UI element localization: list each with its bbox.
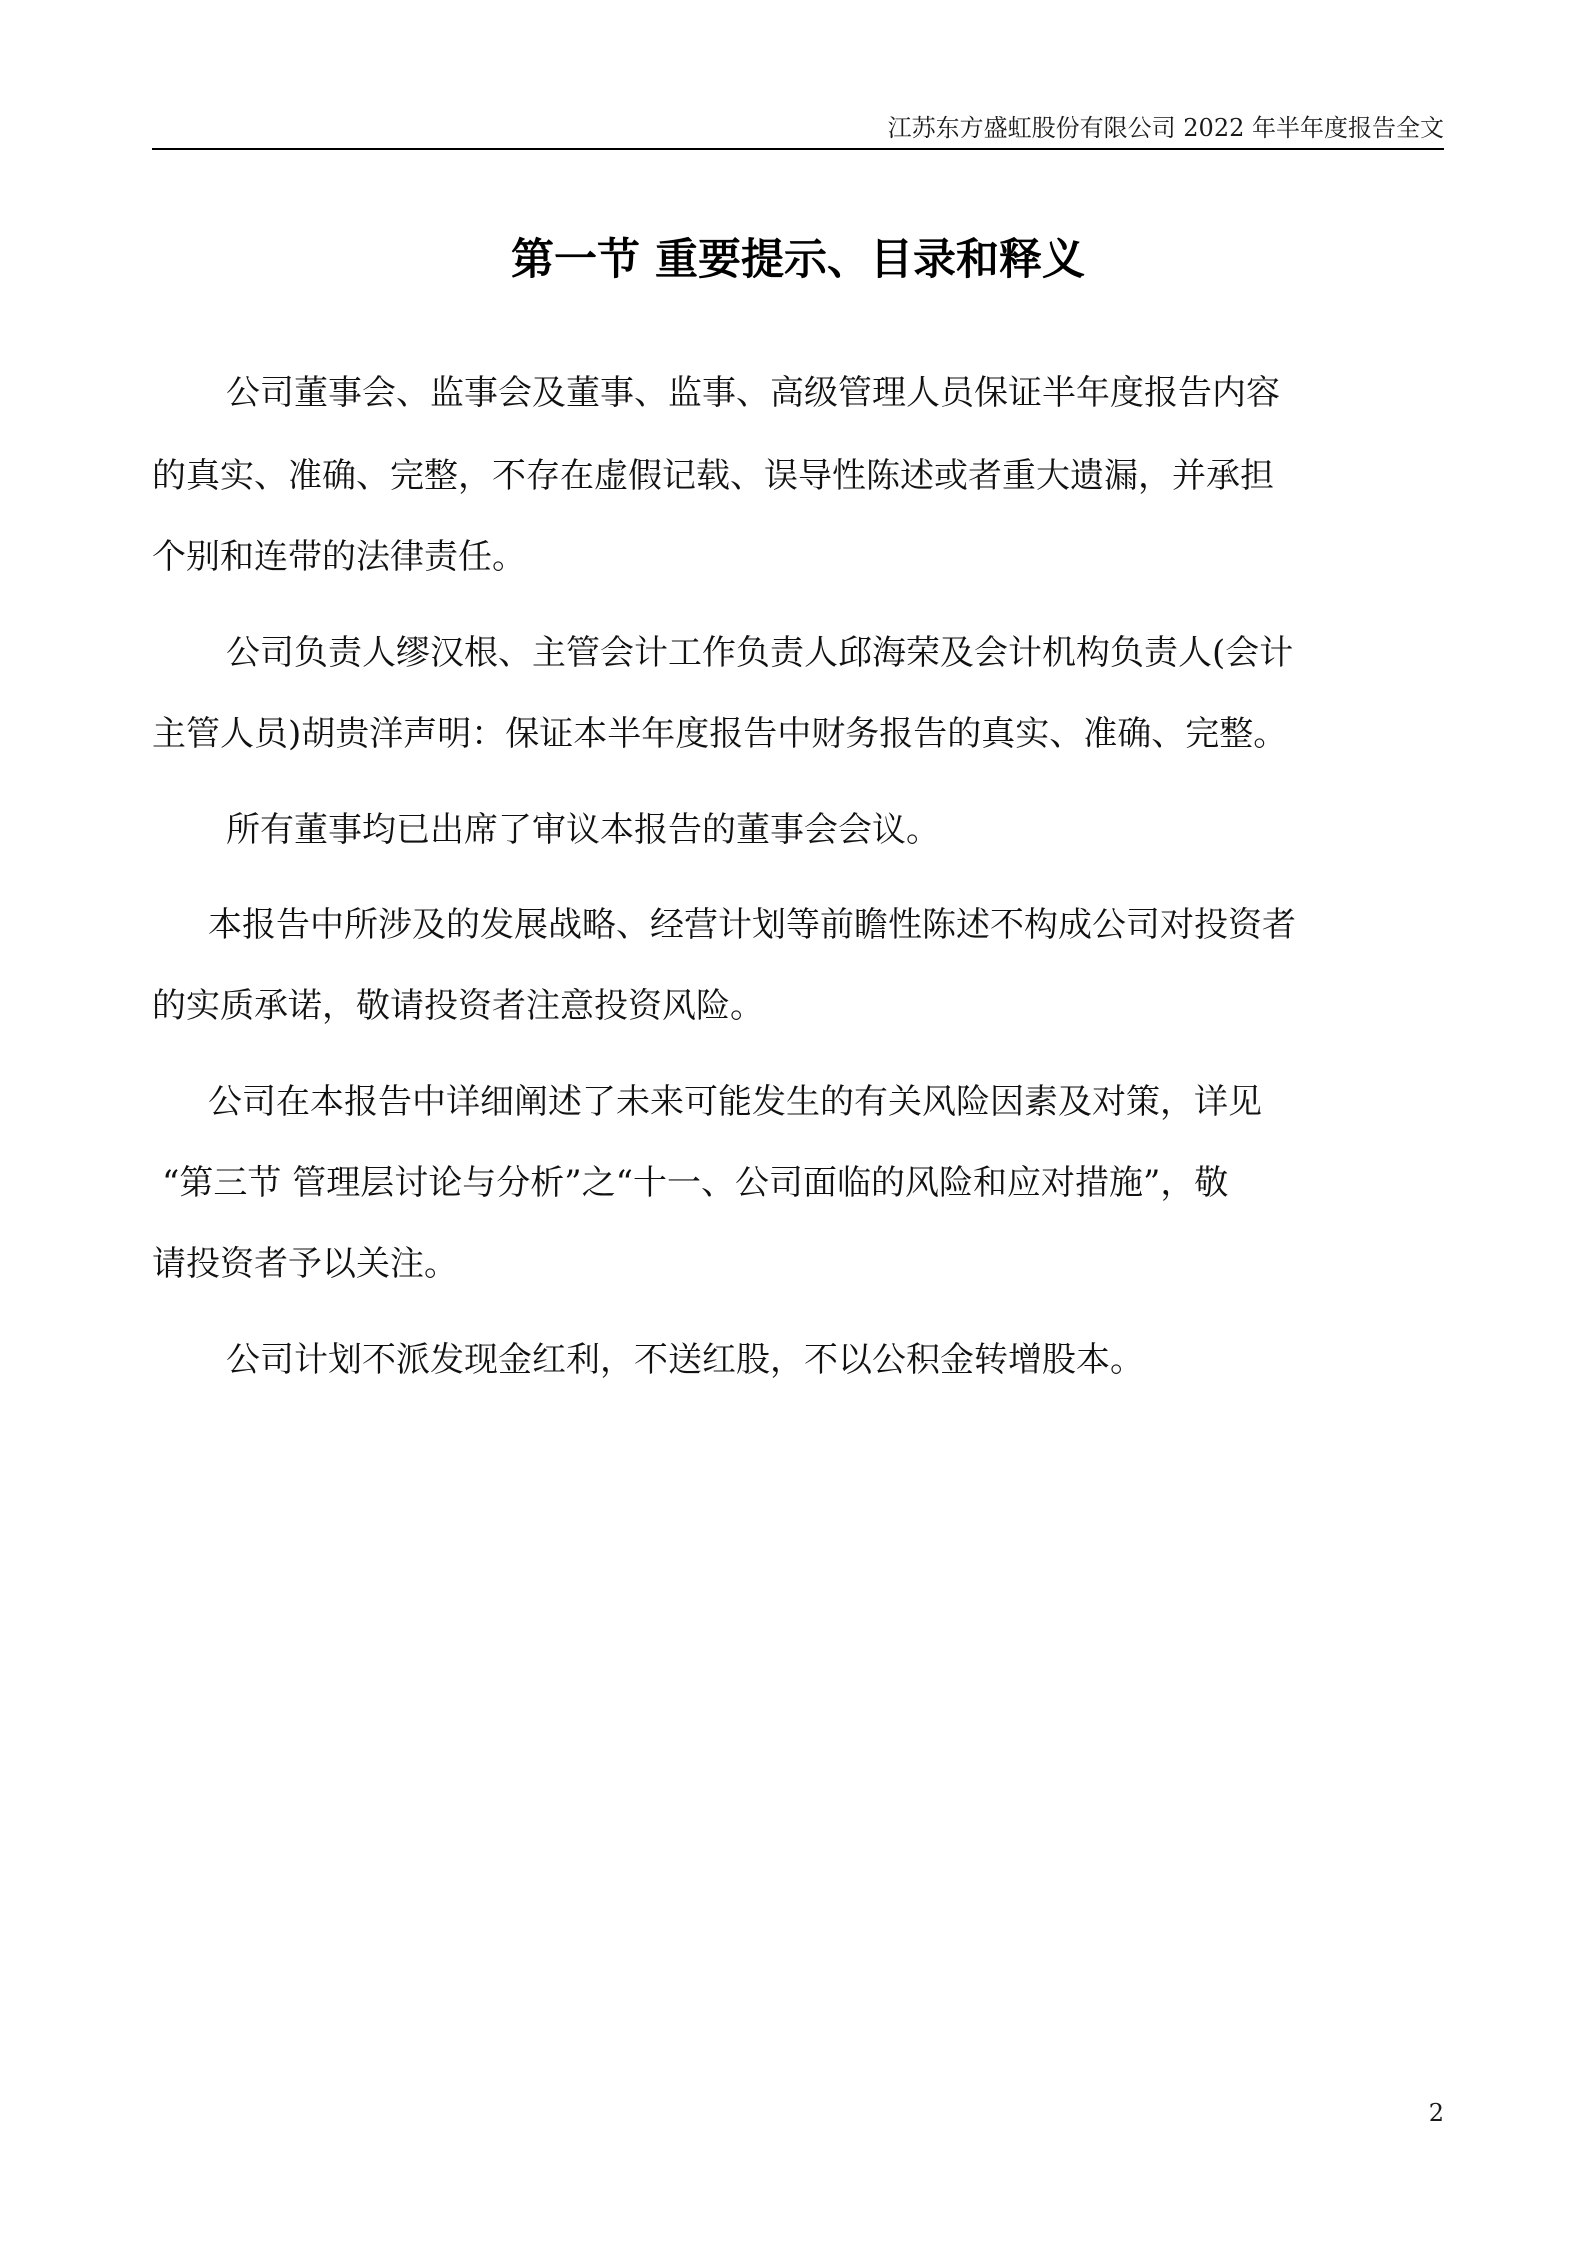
paragraph-1-line-3: 个别和连带的法律责任。	[152, 537, 526, 577]
paragraph-4-line-2: 的实质承诺，敬请投资者注意投资风险。	[152, 986, 764, 1026]
paragraph-1-line-2: 的真实、准确、完整，不存在虚假记载、误导性陈述或者重大遗漏，并承担	[152, 456, 1274, 496]
paragraph-1-line-1: 公司董事会、监事会及董事、监事、高级管理人员保证半年度报告内容	[226, 373, 1280, 413]
paragraph-2-line-1: 公司负责人缪汉根、主管会计工作负责人邱海荣及会计机构负责人(会计	[226, 633, 1294, 673]
paragraph-4-line-1: 本报告中所涉及的发展战略、经营计划等前瞻性陈述不构成公司对投资者	[208, 905, 1296, 945]
paragraph-5-line-1: 公司在本报告中详细阐述了未来可能发生的有关风险因素及对策，详见	[208, 1082, 1262, 1122]
page-number: 2	[1428, 2099, 1444, 2127]
header-divider	[152, 148, 1444, 150]
paragraph-2-line-2: 主管人员)胡贵洋声明：保证本半年度报告中财务报告的真实、准确、完整。	[152, 714, 1288, 754]
paragraph-3-line-1: 所有董事均已出席了审议本报告的董事会会议。	[226, 810, 940, 850]
running-header: 江苏东方盛虹股份有限公司 2022 年半年度报告全文	[887, 114, 1444, 142]
section-title: 第一节 重要提示、目录和释义	[511, 235, 1085, 285]
paragraph-5-line-3: 请投资者予以关注。	[152, 1244, 458, 1284]
paragraph-5-line-2: “第三节 管理层讨论与分析”之“十一、公司面临的风险和应对措施”，敬	[162, 1163, 1229, 1203]
paragraph-6-line-1: 公司计划不派发现金红利，不送红股，不以公积金转增股本。	[226, 1340, 1144, 1380]
